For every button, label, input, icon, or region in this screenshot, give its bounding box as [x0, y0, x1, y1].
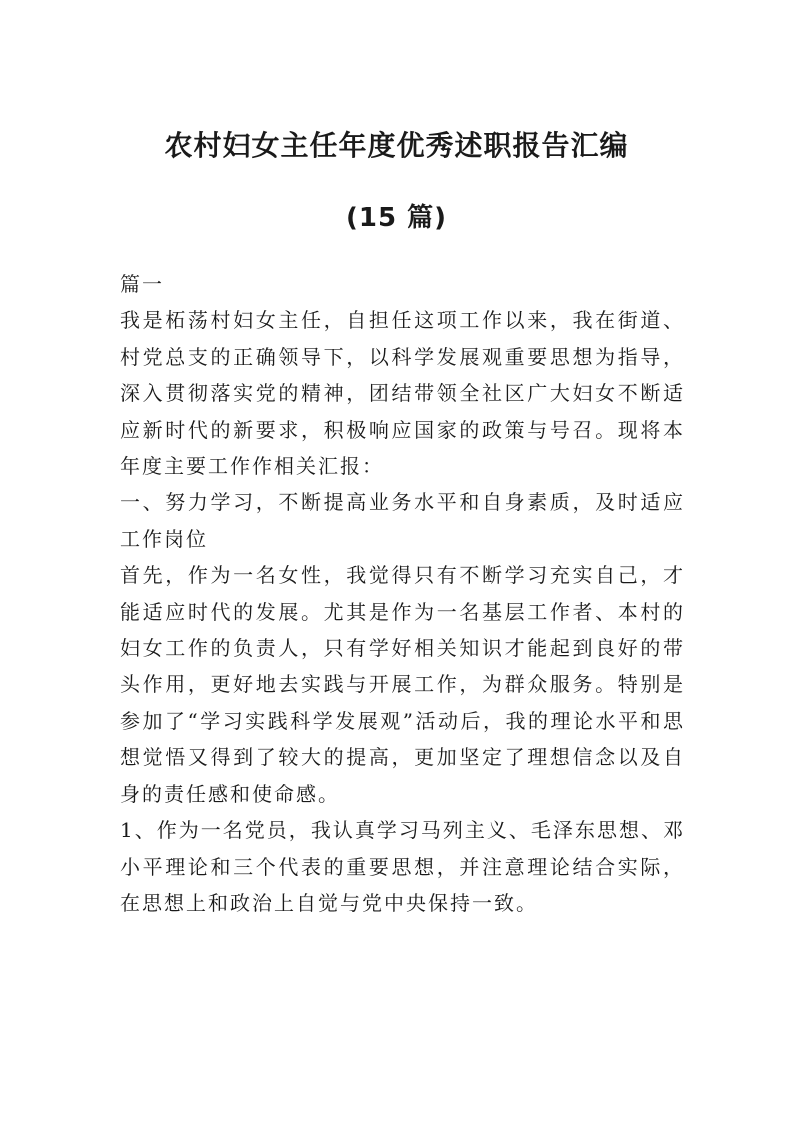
section-heading: 一、努力学习，不断提高业务水平和自身素质，及时适应工作岗位 [120, 490, 685, 551]
paragraph: 首先，作为一名女性，我觉得只有不断学习充实自己，才能适应时代的发展。尤其是作为一名基层工作者、本村的妇女工作的负责人，只有学好相关知识才能起到良好的带头作用，更好地去实践与开展工作，为群众服务。特别是参加了“学习实践科学发展观”活动后，我的理论水平和思想觉悟又得到了较大的提高，更加坚定了理想信念以及自身的责任感和使命感。 [120, 563, 685, 806]
document-body [120, 266, 685, 921]
paragraph: 1、作为一名党员，我认真学习马列主义、毛泽东思想、邓小平理论和三个代表的重要思想，并注意理论结合实际，在思想上和政治上自觉与党中央保持一致。 [120, 818, 685, 915]
paragraph: 我是柘荡村妇女主任，自担任这项工作以来，我在街道、村党总支的正确领导下，以科学发展观重要思想为指导，深入贯彻落实党的精神，团结带领全社区广大妇女不断适应新时代的新要求，积极响应国家的政策与号召。现将本年度主要工作作相关汇报： [120, 308, 685, 479]
document-title: 农村妇女主任年度优秀述职报告汇编 [164, 129, 629, 162]
document-subtitle: (15 篇) [346, 203, 447, 233]
section-heading: 篇一 [120, 272, 164, 296]
